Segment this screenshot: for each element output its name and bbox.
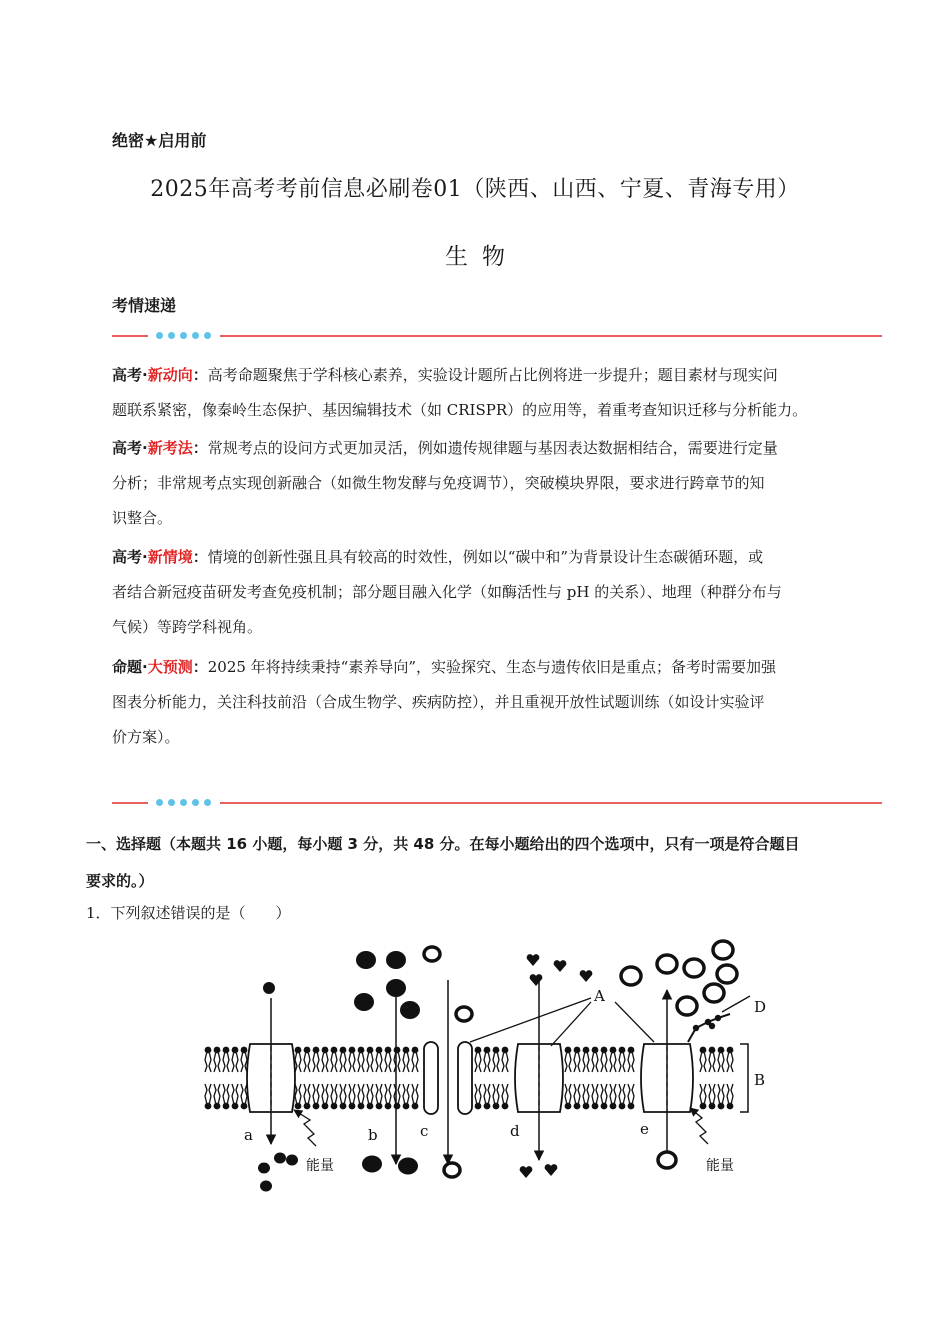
label-b: b bbox=[368, 1126, 378, 1144]
section-one-heading: 一、选择题（本题共 16 小题，每小题 3 分，共 48 分。在每小题给出的四个选项中，只有一项是符合题目 要求的。） bbox=[86, 835, 800, 890]
phospholipid bbox=[304, 1047, 311, 1072]
phospholipid bbox=[205, 1047, 212, 1072]
phospholipid bbox=[493, 1084, 500, 1109]
phospholipid bbox=[628, 1047, 635, 1072]
phospholipid bbox=[484, 1084, 491, 1109]
phospholipid bbox=[340, 1047, 347, 1072]
info-item-new-trend: 高考·新动向：高考命题聚焦于学科核心素养，实验设计题所占比例将进一步提升；题目素材与现实问 题联系紧密，像秦岭生态保护、基因编辑技术（如 CRISPR）的应用等，着重考查知识迁移与分析能力。 bbox=[112, 366, 808, 419]
phospholipid bbox=[385, 1084, 392, 1109]
phospholipid bbox=[475, 1047, 482, 1072]
info-heading: 考情速递 bbox=[112, 296, 177, 315]
phospholipid bbox=[727, 1084, 734, 1109]
membrane-transport-figure bbox=[196, 938, 786, 1200]
phospholipid bbox=[223, 1047, 230, 1072]
phospholipid bbox=[412, 1084, 419, 1109]
info-item-prediction: 命题·大预测：2025 年将持续秉持“素养导向”，实验探究、生态与遗传依旧是重点；备考时需要加强 图表分析能力，关注科技前沿（合成生物学、疾病防控），并且重视开放性试题训练（如设计实验评 价方案）。 bbox=[112, 658, 777, 746]
phospholipid bbox=[214, 1047, 221, 1072]
phospholipid bbox=[619, 1047, 626, 1072]
phospholipid bbox=[493, 1047, 500, 1072]
phospholipid bbox=[313, 1047, 320, 1072]
divider-top bbox=[112, 331, 882, 341]
phospholipid bbox=[565, 1047, 572, 1072]
phospholipid bbox=[394, 1084, 401, 1109]
phospholipid bbox=[709, 1084, 716, 1109]
phospholipid bbox=[376, 1084, 383, 1109]
phospholipid bbox=[610, 1084, 617, 1109]
phospholipid bbox=[358, 1047, 365, 1072]
label-energy-right: 能量 bbox=[706, 1158, 734, 1174]
phospholipid bbox=[574, 1047, 581, 1072]
label-energy-left: 能量 bbox=[306, 1158, 334, 1174]
phospholipid bbox=[349, 1084, 356, 1109]
exam-title: 2025年高考考前信息必刷卷01（陕西、山西、宁夏、青海专用） bbox=[150, 177, 800, 202]
phospholipid bbox=[592, 1047, 599, 1072]
phospholipid bbox=[403, 1084, 410, 1109]
phospholipid bbox=[700, 1084, 707, 1109]
phospholipid bbox=[718, 1047, 725, 1072]
phospholipid bbox=[340, 1084, 347, 1109]
channel-protein-left bbox=[424, 1042, 438, 1114]
phospholipid bbox=[403, 1047, 410, 1072]
phospholipid bbox=[700, 1047, 707, 1072]
phospholipid bbox=[358, 1084, 365, 1109]
phospholipid bbox=[484, 1047, 491, 1072]
info-item-new-context: 高考·新情境：情境的创新性强且具有较高的时效性，例如以“碳中和”为背景设计生态碳循环题，或 者结合新冠疫苗研发考查免疫机制；部分题目融入化学（如酶活性与 pH 的关系）、地理（种群分布与 气候）等跨学科视角。 bbox=[112, 548, 782, 636]
phospholipid bbox=[412, 1047, 419, 1072]
divider-bottom bbox=[112, 798, 882, 808]
channel-protein-right bbox=[458, 1042, 472, 1114]
label-a: a bbox=[244, 1126, 253, 1144]
phospholipid bbox=[601, 1047, 608, 1072]
label-B: B bbox=[754, 1071, 766, 1089]
label-d: d bbox=[510, 1122, 520, 1140]
item-label: 命题·大预测： bbox=[112, 658, 208, 676]
phospholipid bbox=[475, 1084, 482, 1109]
phospholipid bbox=[232, 1047, 239, 1072]
label-D: D bbox=[754, 998, 767, 1016]
phospholipid bbox=[574, 1084, 581, 1109]
label-c: c bbox=[420, 1122, 429, 1140]
phospholipid bbox=[304, 1084, 311, 1109]
phospholipid bbox=[718, 1084, 725, 1109]
phospholipid bbox=[214, 1084, 221, 1109]
phospholipid bbox=[232, 1084, 239, 1109]
phospholipid bbox=[394, 1047, 401, 1072]
phospholipid bbox=[565, 1084, 572, 1109]
info-item-new-method: 高考·新考法：常规考点的设问方式更加灵活，例如遗传规律题与基因表达数据相结合，需要进行定量 分析；非常规考点实现创新融合（如微生物发酵与免疫调节），突破模块界限，要求进行跨章节的知 识整合。 bbox=[112, 439, 778, 527]
phospholipid bbox=[349, 1047, 356, 1072]
phospholipid bbox=[709, 1047, 716, 1072]
phospholipid bbox=[376, 1047, 383, 1072]
item-label: 高考·新情境： bbox=[112, 548, 208, 566]
phospholipid bbox=[727, 1047, 734, 1072]
phospholipid bbox=[322, 1047, 329, 1072]
phospholipid bbox=[619, 1084, 626, 1109]
phospholipid bbox=[385, 1047, 392, 1072]
phospholipid bbox=[223, 1084, 230, 1109]
question-1-stem: 1．下列叙述错误的是（ ） bbox=[86, 904, 291, 922]
phospholipid bbox=[331, 1047, 338, 1072]
phospholipid bbox=[592, 1084, 599, 1109]
label-e: e bbox=[640, 1120, 649, 1138]
phospholipid bbox=[322, 1084, 329, 1109]
phospholipid bbox=[331, 1084, 338, 1109]
phospholipid bbox=[502, 1084, 509, 1109]
phospholipid bbox=[367, 1047, 374, 1072]
phospholipid bbox=[601, 1084, 608, 1109]
phospholipid bbox=[583, 1047, 590, 1072]
label-A: A bbox=[594, 987, 605, 1005]
phospholipid bbox=[502, 1047, 509, 1072]
phospholipid bbox=[610, 1047, 617, 1072]
phospholipid bbox=[313, 1084, 320, 1109]
item-label: 高考·新动向： bbox=[112, 366, 208, 384]
phospholipid bbox=[205, 1084, 212, 1109]
phospholipid bbox=[628, 1084, 635, 1109]
phospholipid bbox=[367, 1084, 374, 1109]
subject-title: 生物 bbox=[445, 244, 519, 270]
secret-mark: 绝密★启用前 bbox=[112, 131, 207, 150]
item-label: 高考·新考法： bbox=[112, 439, 208, 457]
phospholipid bbox=[583, 1084, 590, 1109]
